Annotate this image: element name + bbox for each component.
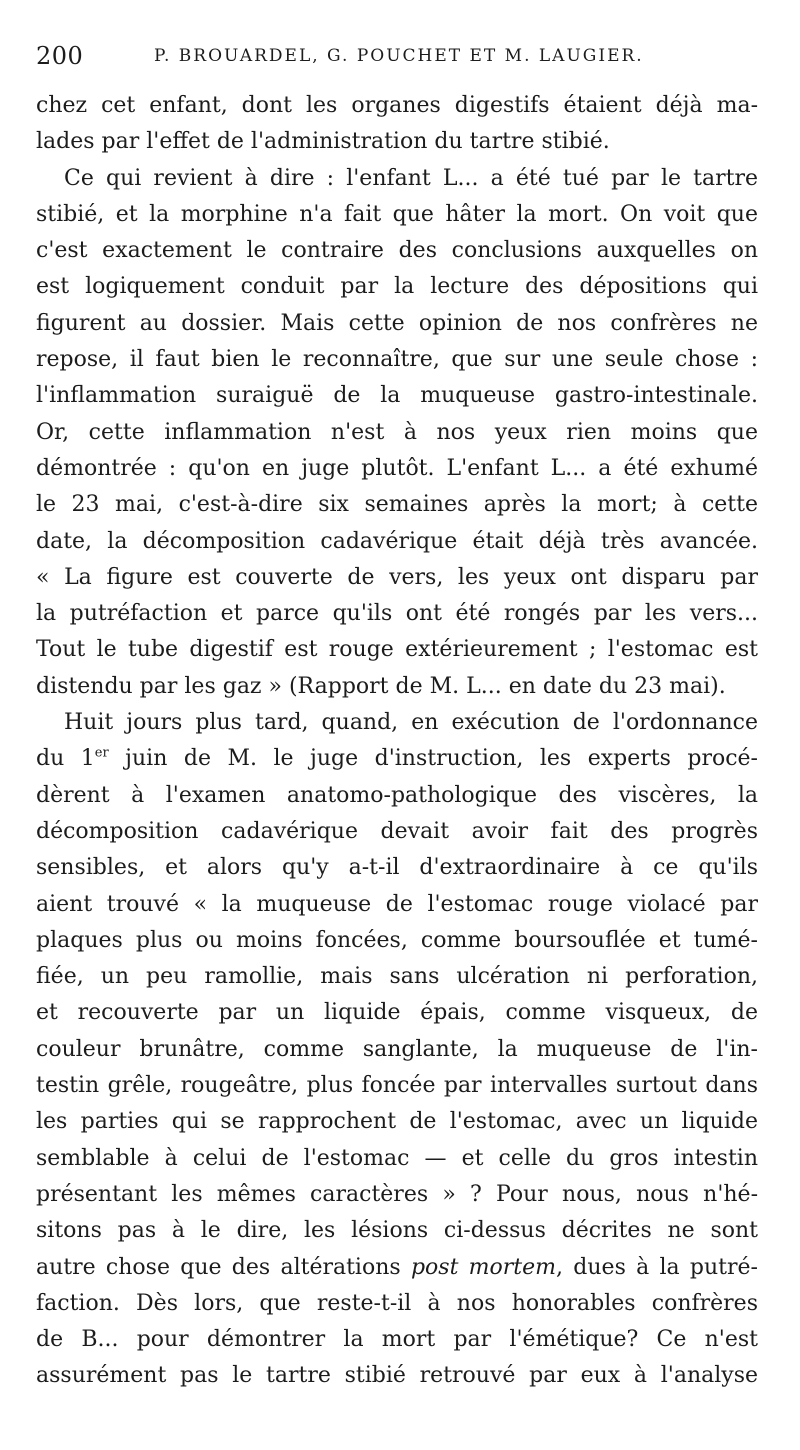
text-line: présentant les mêmes caractères » ? Pour nous, nous n'hé- [36,1181,758,1207]
text-line: dèrent à l'examen anatomo-pathologique des viscères, la [36,782,758,808]
text-line: testin grêle, rougeâtre, plus foncée par intervalles surtout dans [36,1073,758,1099]
text-line: Or, cette inflammation n'est à nos yeux rien moins que [36,419,758,445]
text-line: couleur brunâtre, comme sanglante, la muqueuse de l'in- [36,1036,758,1062]
ordinal-superscript: er [94,746,109,762]
text-line: plaques plus ou moins foncées, comme boursouflée et tumé- [36,927,758,953]
text-line: c'est exactement le contraire des conclusions auxquelles on [36,238,758,264]
text-line [36,705,758,741]
text-line: figurent au dossier. Mais cette opinion de nos confrères ne [36,310,758,336]
text-line: est logiquement conduit par la lecture des dépositions qui [36,274,758,300]
text-line: chez cet enfant, dont les organes digestifs étaient déjà ma- [36,93,758,118]
text-line: distendu par les gaz » (Rapport de M. L... en date du 23 mai). [36,673,726,699]
text-line: décomposition cadavérique devait avoir fait des progrès [36,818,758,844]
text-line: démontrée : qu'on en juge plutôt. L'enfant L... a été exhumé [36,455,758,481]
text-line: fiée, un peu ramollie, mais sans ulcération ni perforation, [36,964,758,990]
text-line: sitons pas à le dire, les lésions ci-dessus décrites ne sont [36,1218,758,1244]
text-line: sensibles, et alors qu'y a-t-il d'extraordinaire à ce qu'ils [36,855,758,881]
text-line: date, la décomposition cadavérique était déjà très avancée. [36,528,758,554]
text-line: repose, il faut bien le reconnaître, que sur une seule chose : [36,347,758,373]
text-line: de B... pour démontrer la mort par l'émétique? Ce n'est [36,1327,758,1353]
text-line: l'inflammation suraiguë de la muqueuse gastro-intestinale. [36,383,758,409]
text-line: assurément pas le tartre stibié retrouvé par eux à l'analyse [36,1363,758,1389]
text-line: Tout le tube digestif est rouge extérieurement ; l'estomac est [36,637,758,663]
italic-phrase: post mortem [410,1254,557,1280]
text-line: « La figure est couverte de vers, les yeux ont disparu par [36,564,758,590]
text-line: la putréfaction et parce qu'ils ont été rongés par les vers... [36,601,758,627]
text-line: faction. Dès lors, que reste-t-il à nos honorables confrères [36,1290,758,1316]
text-line: le 23 mai, c'est-à-dire six semaines après la mort; à cette [36,492,758,518]
text-line: et recouverte par un liquide épais, comme visqueux, de [36,1000,758,1026]
text-line [36,1250,758,1286]
text-line: stibié, et la morphine n'a fait que hâter la mort. On voit que [36,201,758,227]
text-segment: Huit jours plus tard, quand, en exécution de l'ordonnance [64,710,758,736]
page-header [36,42,762,78]
text-segment: autre chose que des altérations [36,1254,411,1280]
text-segment: , dues à la putré- [556,1254,758,1280]
text-segment: juin de M. le juge d'instruction, les experts procé- [108,746,758,772]
text-line: Ce qui revient à dire : l'enfant L... a été tué par le tartre [64,165,758,191]
text-line: aient trouvé « la muqueuse de l'estomac rouge violacé par [36,891,758,917]
page-number: 200 [36,42,84,70]
running-head: P. BROUARDEL, G. POUCHET ET M. LAUGIER. [154,46,644,66]
body-text [36,88,758,1395]
text-line [36,741,758,777]
text-line: les parties qui se rapprochent de l'estomac, avec un liquide [36,1109,758,1135]
text-segment: du 1 [36,746,95,772]
text-line: lades par l'effet de l'administration du tartre stibié. [36,129,610,155]
text-line: semblable à celui de l'estomac — et celle du gros intestin [36,1145,758,1171]
